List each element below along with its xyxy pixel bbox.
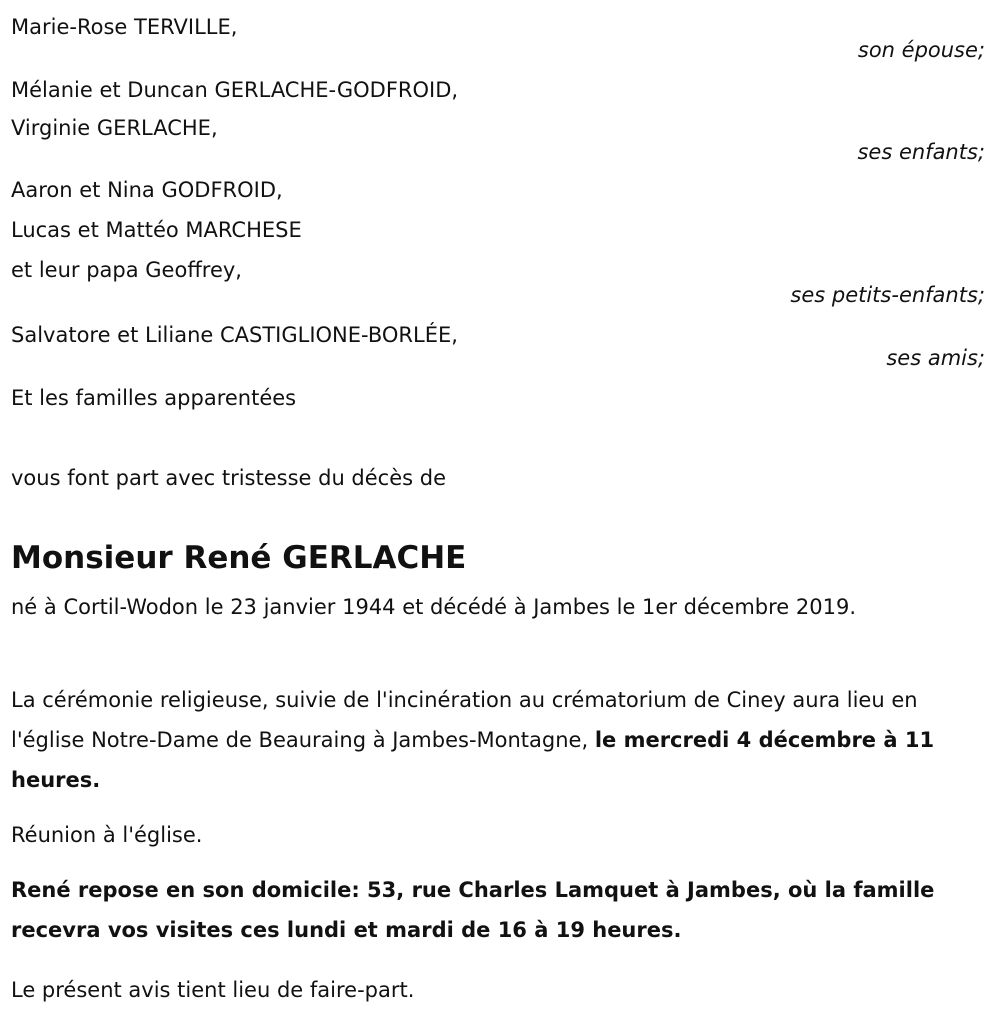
ceremony-text — [11, 680, 990, 800]
family-member: Marie-Rose TERVILLE, — [11, 15, 238, 39]
family-member: Et les familles apparentées — [11, 386, 297, 410]
deceased-name: Monsieur René GERLACHE — [11, 540, 467, 576]
family-member: Salvatore et Liliane CASTIGLIONE-BORLÉE, — [11, 323, 458, 347]
relation-label: ses enfants; — [857, 140, 985, 164]
relation-label: ses petits-enfants; — [790, 283, 985, 307]
family-member: et leur papa Geoffrey, — [11, 258, 242, 282]
family-member: Virginie GERLACHE, — [11, 116, 218, 140]
intro-text: vous font part avec tristesse du décès de — [11, 466, 447, 490]
family-member: Lucas et Mattéo MARCHESE — [11, 218, 302, 242]
rest-text: René repose en son domicile: 53, rue Charles Lamquet à Jambes, où la famille recevra vos visites ces lundi et mardi de 16 à 19 heures. — [11, 878, 935, 942]
relation-label: son épouse; — [857, 38, 985, 62]
ceremony-details: La cérémonie religieuse, suivie de l'incinération au crématorium de Ciney aura lieu en l'église Notre-Dame de Beauraing à Jambes-Montagne, — [11, 688, 918, 752]
birth-death-text: né à Cortil-Wodon le 23 janvier 1944 et décédé à Jambes le 1er décembre 2019. — [11, 595, 857, 619]
family-member: Mélanie et Duncan GERLACHE-GODFROID, — [11, 78, 459, 102]
meeting-text: Réunion à l'église. — [11, 823, 203, 847]
relation-label: ses amis; — [886, 346, 985, 370]
closing-text: Le présent avis tient lieu de faire-part. — [11, 978, 415, 1002]
family-member: Aaron et Nina GODFROID, — [11, 178, 283, 202]
ceremony-date: le mercredi 4 décembre à 11 heures. — [11, 728, 935, 792]
